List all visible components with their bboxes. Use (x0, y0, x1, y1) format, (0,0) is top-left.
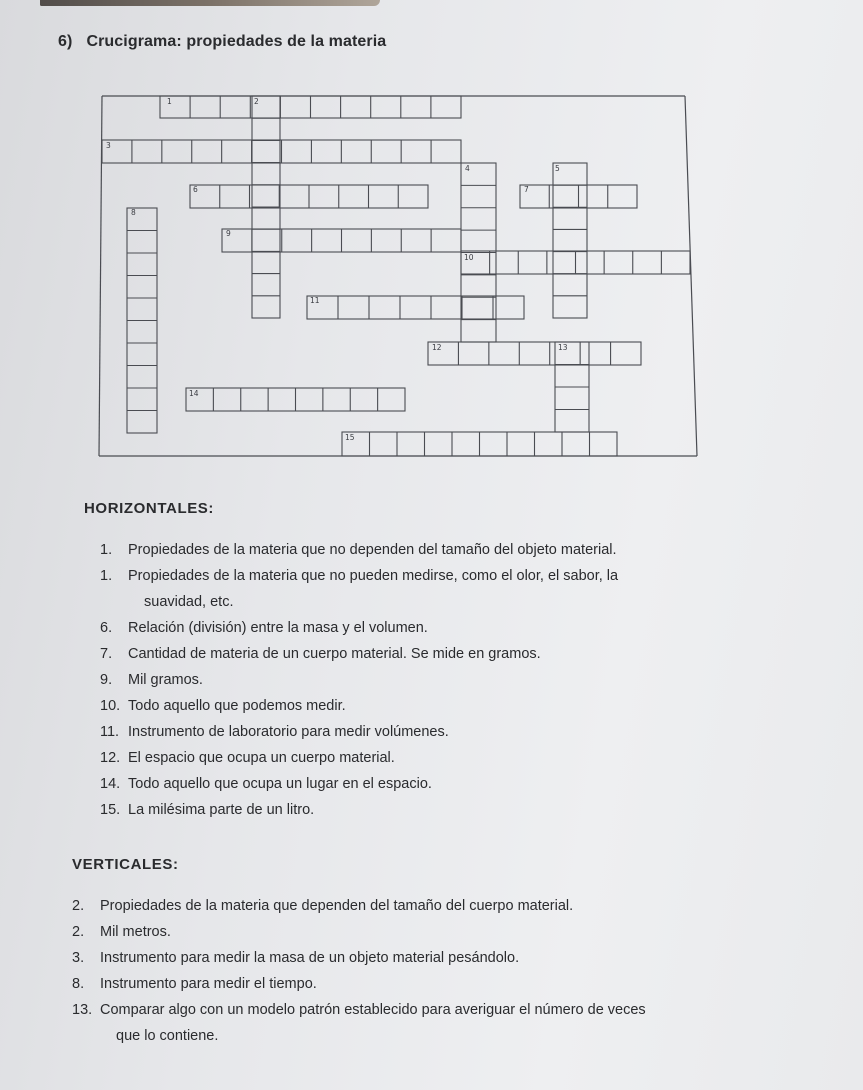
horizontales-clue (0, 641, 618, 667)
horizontales-clue (0, 719, 618, 745)
clue-number: 10. (100, 698, 121, 714)
clue-text: Propiedades de la materia que no pueden medirse, como el olor, el sabor, la (128, 568, 619, 584)
clue-number-13: 13 (558, 343, 568, 352)
horizontales-clue (0, 745, 618, 771)
clue-number-11: 11 (310, 296, 320, 305)
clue-number-4: 4 (465, 164, 470, 173)
clue-number: 1. (100, 568, 113, 584)
crossword-row (428, 342, 641, 365)
crossword-row (307, 296, 524, 319)
clue-number: 2. (72, 898, 85, 914)
clue-number: 2. (72, 924, 85, 940)
clue-text: Todo aquello que ocupa un lugar en el espacio. (128, 776, 432, 792)
clue-number-7: 7 (524, 185, 529, 194)
exercise-title-text: Crucigrama: propiedades de la materia (86, 33, 387, 50)
grid-line (685, 96, 697, 456)
verticales-list (0, 893, 646, 1049)
clue-number: 1. (100, 542, 113, 558)
clue-text: Comparar algo con un modelo patrón establecido para averiguar el número de veces (100, 1002, 646, 1018)
verticales-clue (0, 971, 646, 997)
clue-number-5: 5 (555, 164, 560, 173)
clue-text: Mil metros. (100, 924, 171, 940)
clue-number-14: 14 (189, 389, 199, 398)
horizontales-clue (0, 771, 618, 797)
verticales-clue (0, 919, 646, 945)
exercise-number: 6) (58, 33, 73, 50)
clue-text: Propiedades de la materia que dependen del tamaño del cuerpo material. (100, 898, 574, 914)
clue-number-9: 9 (226, 229, 231, 238)
horizontales-clue (0, 563, 618, 615)
clue-text: Mil gramos. (128, 672, 203, 688)
clue-number: 11. (100, 724, 120, 740)
horizontales-clue (0, 797, 618, 823)
crossword-cells (99, 96, 697, 456)
clue-text: Instrumento para medir la masa de un objeto material pesándolo. (100, 950, 520, 966)
clue-text: Instrumento para medir el tiempo. (100, 976, 317, 992)
clue-number-10: 10 (464, 253, 474, 262)
clue-number-12: 12 (432, 343, 442, 352)
clue-number-8: 8 (131, 208, 136, 217)
horizontales-clue (0, 537, 618, 563)
clue-number: 8. (72, 976, 85, 992)
clue-text: El espacio que ocupa un cuerpo material. (128, 750, 395, 766)
clue-number: 13. (72, 1002, 93, 1018)
clue-number: 7. (100, 646, 113, 662)
clue-number: 14. (100, 776, 121, 792)
clue-number: 12. (100, 750, 121, 766)
clue-text: suavidad, etc. (144, 594, 234, 610)
clue-text: Cantidad de materia de un cuerpo material. Se mide en gramos. (128, 646, 541, 662)
clue-number: 3. (72, 950, 85, 966)
horizontales-heading: HORIZONTALES: (84, 500, 215, 517)
clue-number-1: 1 (167, 97, 172, 106)
verticales-heading: VERTICALES: (72, 856, 179, 873)
horizontales-list (0, 537, 618, 823)
verticales-clue (0, 997, 646, 1049)
horizontales-clue (0, 615, 618, 641)
clue-number-15: 15 (345, 433, 355, 442)
clue-text: Todo aquello que podemos medir. (128, 698, 346, 714)
clue-number: 9. (100, 672, 113, 688)
clue-number-2: 2 (254, 97, 259, 106)
clue-text: Instrumento de laboratorio para medir volúmenes. (128, 724, 449, 740)
clue-text: Propiedades de la materia que no dependen del tamaño del objeto material. (128, 542, 617, 558)
clue-number: 6. (100, 620, 113, 636)
crossword-numbers (106, 97, 568, 442)
crossword-column (553, 163, 587, 318)
horizontales-clue (0, 693, 618, 719)
clue-text: Relación (división) entre la masa y el volumen. (128, 620, 428, 636)
horizontales-clue (0, 667, 618, 693)
clue-text: que lo contiene. (116, 1028, 219, 1044)
clue-number-3: 3 (106, 141, 111, 150)
clue-number: 15. (100, 802, 121, 818)
verticales-clue (0, 893, 646, 919)
verticales-clue (0, 945, 646, 971)
clue-number-6: 6 (193, 185, 198, 194)
crossword-grid (0, 0, 863, 480)
clue-text: La milésima parte de un litro. (128, 802, 315, 818)
